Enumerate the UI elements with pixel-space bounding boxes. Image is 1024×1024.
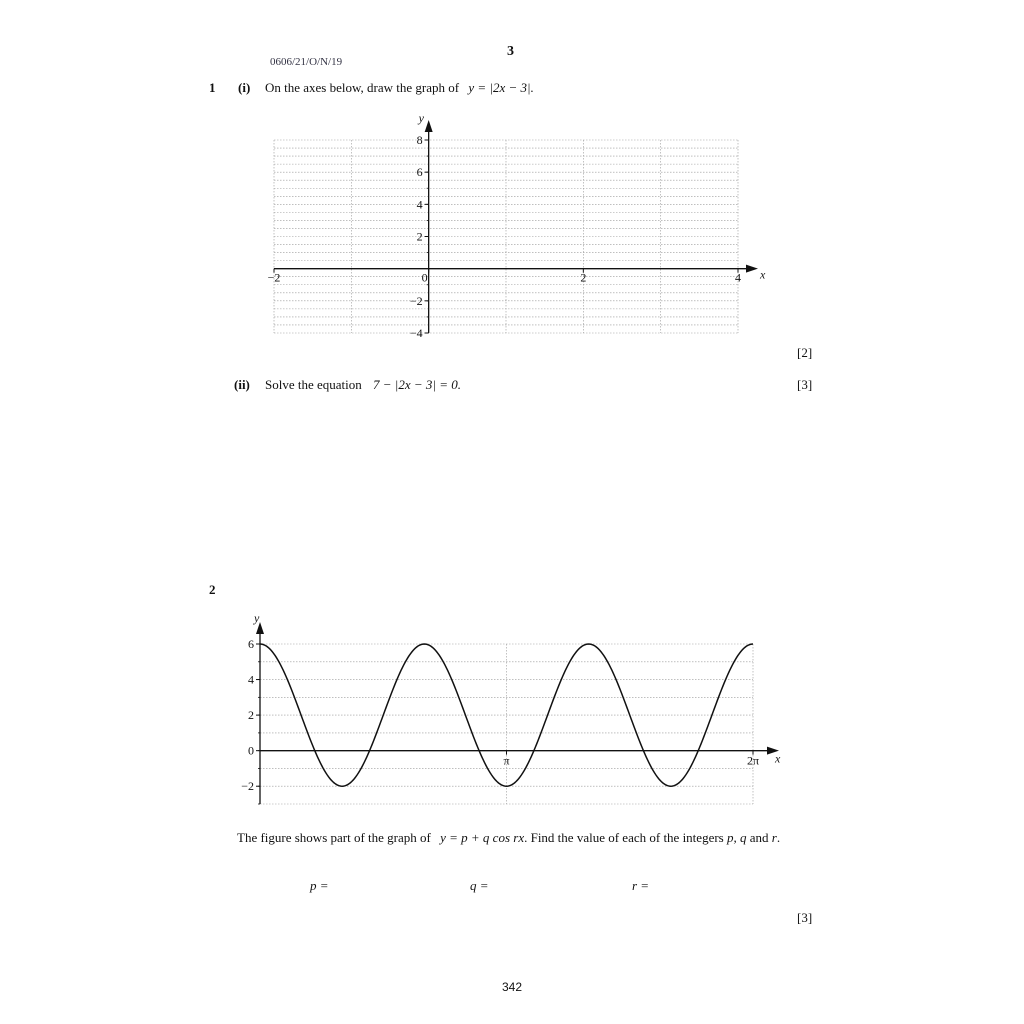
q2-cosine-graph — [225, 608, 795, 813]
q2-period: . — [776, 830, 781, 845]
y-tick-label: 4 — [248, 672, 254, 687]
x-tick-label: −2 — [267, 270, 281, 285]
q1-part-i-label: (i) — [238, 80, 251, 95]
y-tick-label: −4 — [409, 326, 423, 340]
q1-part-i-text — [265, 80, 534, 96]
x-axis-label: x — [760, 267, 766, 282]
y-axis-arrow — [425, 120, 433, 132]
y-tick-label: 4 — [416, 197, 423, 212]
q1-part-ii-marks: [3] — [797, 377, 813, 392]
y-tick-label: 0 — [248, 743, 254, 758]
q2-question-text — [237, 830, 780, 846]
q1-part-ii-label: (ii) — [234, 377, 250, 392]
x-tick-label: 2 — [580, 270, 587, 285]
q2-vars: p, q — [726, 830, 747, 845]
y-tick-label: −2 — [409, 293, 423, 308]
y-tick-label: 2 — [416, 229, 423, 244]
q1-part-i-equation: y = |2x − 3|. — [468, 80, 534, 95]
q1-part-ii-equation: 7 − |2x − 3| = 0. — [373, 377, 462, 392]
question-1-number: 1 — [209, 80, 216, 95]
q2-equation: y = p + q cos rx — [440, 830, 525, 845]
q2-text-after: . Find the value of each of the integers — [524, 830, 724, 845]
x-axis-label: x — [775, 751, 781, 766]
q2-and-word: and — [749, 830, 769, 845]
q1-part-ii-text — [265, 377, 461, 393]
y-tick-label: 6 — [248, 637, 254, 651]
x-tick-label: 4 — [735, 270, 741, 285]
x-axis-arrow — [746, 265, 758, 273]
x-tick-label: 2π — [746, 753, 760, 768]
q1-part-i-instruction: On the axes below, draw the graph of — [265, 80, 460, 95]
y-axis-label: y — [254, 611, 260, 625]
q1-part-i-marks: [2] — [797, 345, 813, 360]
y-axis-label: y — [418, 111, 424, 125]
y-tick-label: 2 — [248, 708, 254, 723]
question-2-number: 2 — [209, 582, 216, 597]
page-number: 3 — [507, 44, 514, 59]
x-tick-label: π — [503, 753, 510, 768]
y-tick-label: 6 — [416, 165, 423, 180]
q2-marks: [3] — [797, 910, 813, 925]
q2-last-var: r — [771, 830, 777, 845]
footer-page-number: 342 — [502, 980, 523, 994]
paper-code: 0606/21/O/N/19 — [270, 56, 343, 68]
q1-part-ii-instruction: Solve the equation — [265, 377, 362, 392]
y-tick-label: −2 — [241, 779, 254, 794]
y-tick-label: 8 — [416, 133, 423, 147]
q2-text-before: The figure shows part of the graph of — [237, 830, 431, 845]
q1-graph-axes — [260, 108, 770, 343]
q-answer-label: q = — [470, 878, 489, 893]
x-tick-label: 0 — [421, 270, 428, 285]
r-answer-label: r = — [632, 878, 650, 893]
p-answer-label: p = — [310, 878, 329, 893]
